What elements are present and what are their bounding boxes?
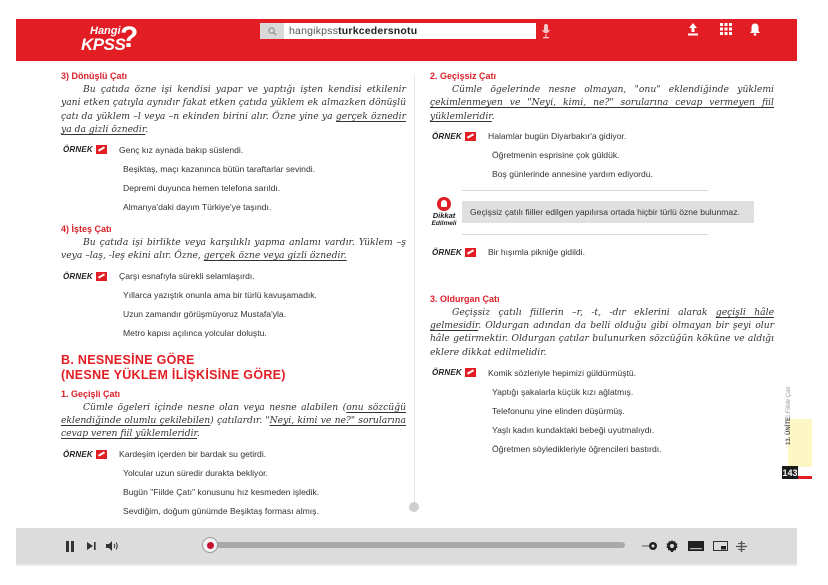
example-text: Çarşı esnafıyla sürekli selamlaşırdı. (119, 271, 255, 282)
example-text: Uzun zamandır görüşmüyoruz Mustafa'yla. (123, 309, 287, 320)
note-text: Geçişsiz çatılı fiiller edilgen yapılırsa ortada hiçbir türlü özne bulunmaz. (462, 201, 754, 223)
example-row (61, 483, 406, 502)
ornek-label: ÖRNEK (61, 145, 115, 154)
alarm-bell-icon (437, 197, 451, 211)
example-row (430, 165, 774, 184)
example-text: Boş günlerinde annesine yardım ediyordu. (492, 169, 653, 180)
example-text: Yıllarca yazıştık onunla ama bir türlü kavuşamadık. (123, 290, 317, 301)
example-text: Depremi duyunca hemen telefona sarıldı. (123, 182, 281, 193)
unit-label (783, 370, 795, 450)
chapter-heading-line1: B. NESNESİNE GÖRE (61, 352, 195, 367)
section-title: 2. Geçişsiz Çatı (430, 71, 497, 81)
example-row (430, 243, 774, 262)
chapter-heading-line2: (NESNE YÜKLEM İLİŞKİSİNE GÖRE) (61, 367, 286, 382)
section-gecisli-cati (61, 389, 406, 521)
example-list (61, 140, 406, 216)
section-paragraph: Cümle ögeleri içinde nesne olan veya nesne alabilen (onu sözcüğü eklendiğinde olumlu çekilebilen) çatılardır. "Neyi, kimi ve ne?" sorularına cevap veren fiil yüklemleridir. (61, 401, 407, 440)
example-row (61, 267, 406, 286)
example-row (61, 502, 406, 521)
hangi-kpss-logo[interactable] (62, 21, 142, 55)
pencil-icon (96, 272, 107, 281)
search-icon[interactable] (260, 23, 284, 39)
progress-track[interactable] (207, 542, 625, 548)
example-row (430, 382, 774, 401)
example-row (430, 146, 774, 165)
example-row (430, 401, 774, 420)
example-row (61, 159, 406, 178)
grid-icon[interactable] (719, 21, 733, 37)
example-list (430, 243, 774, 262)
logo-hangi: Hangi (90, 25, 121, 37)
example-text: Komik sözleriyle hepimizi güldürmüştü. (488, 367, 637, 378)
example-row (61, 464, 406, 483)
example-row (61, 324, 406, 343)
upload-icon[interactable] (686, 21, 700, 37)
section-title: 3) Dönüşlü Çatı (61, 71, 128, 81)
pencil-icon (465, 248, 476, 257)
page-number: 143 (782, 467, 798, 478)
volume-icon[interactable] (106, 540, 119, 552)
ornek-label: ÖRNEK (430, 132, 484, 141)
settings-icon[interactable] (666, 540, 678, 552)
example-text: Sevdiğim, doğum günümde Beşiktaş forması almış. (123, 506, 319, 517)
section-donuslu-cati (61, 71, 406, 216)
example-text: Almanya'daki dayım Türkiye'ye taşındı. (123, 201, 272, 212)
pencil-icon (465, 132, 476, 141)
ornek-label: ÖRNEK (430, 368, 484, 377)
dikkat-edilmeli-note (426, 190, 774, 235)
page-number-accent (798, 476, 812, 479)
pause-icon[interactable] (66, 540, 74, 552)
pencil-icon (96, 145, 107, 154)
example-text: Yolcular uzun süredir durakta bekliyor. (123, 468, 268, 479)
example-text: Bir hışımla pikniğe gidildi. (488, 247, 585, 258)
example-row (61, 305, 406, 324)
section-oldurgan-cati (430, 294, 774, 458)
section-istes-cati (61, 224, 406, 343)
ornek-label: ÖRNEK (430, 248, 484, 257)
search-bar[interactable] (260, 23, 536, 39)
dikkat-label (426, 197, 462, 228)
example-text: Öğretmenin esprisine çok güldük. (492, 150, 620, 161)
next-icon[interactable] (87, 540, 96, 552)
note-rule-bottom (462, 234, 708, 235)
example-list (61, 445, 406, 521)
section-paragraph: Geçişsiz çatılı fiillerin –r, -t, -dır eklerini alarak geçişli hâle gelmesidir. Oldurgan adından da belli olduğu gibi olmayan bir şeyi olur hâle getirmektir. Oldurgan çatılar bulunurken sözcüğün köküne ve aldığı eklere dikkat edilmelidir. (430, 306, 775, 358)
ornek-label: ÖRNEK (61, 450, 115, 459)
example-text: Bugün "Fiilde Çatı" konusunu hız kesmeden işledik. (123, 487, 320, 498)
example-text: Öğretmen söyledikleriyle öğrencileri bastırdı. (492, 443, 662, 454)
subtitles-icon[interactable] (688, 540, 704, 552)
media-player-bar (16, 528, 797, 564)
example-row (61, 140, 406, 159)
example-list (430, 127, 774, 184)
section-title: 4) İşteş Çatı (61, 224, 112, 235)
example-text: Beşiktaş, maçı kazanınca bütün taraftarlar sevindi. (123, 163, 316, 174)
right-column (430, 60, 774, 464)
microphone-icon[interactable] (541, 23, 551, 39)
search-query: turkcedersnotu (338, 25, 418, 37)
chapter-heading (61, 353, 406, 383)
example-row (61, 197, 406, 216)
example-row (61, 286, 406, 305)
search-input[interactable] (284, 25, 417, 37)
left-column (61, 60, 406, 527)
note-rule-top (462, 190, 708, 191)
example-text: Metro kapısı açılınca yolcular doluştu. (123, 328, 267, 339)
example-list (430, 363, 774, 458)
example-row (430, 420, 774, 439)
section-paragraph: Cümle ögelerinde nesne olmayan, "onu" eklendiğinde yüklemi çekimlenmeyen ve "Neyi, kimi, ne?" sorularına cevap vermeyen fiil yüklemleridir. (430, 84, 774, 122)
note-box (426, 197, 774, 228)
miniplayer-icon[interactable] (713, 540, 728, 552)
dikkat-label-line1: Dikkat (432, 210, 456, 220)
example-text: Halamlar bugün Diyarbakır'a gidiyor. (488, 131, 627, 142)
example-text: Yaşlı kadın kundaktaki bebeği uyutmalıydı. (492, 424, 655, 435)
example-row (430, 439, 774, 458)
example-text: Telefonunu yine elinden düşürmüş. (492, 405, 625, 416)
ebook-page (16, 61, 797, 517)
pencil-icon (96, 450, 107, 459)
autoplay-icon[interactable] (642, 540, 658, 552)
bell-icon[interactable] (748, 21, 762, 37)
unit-number: 13. ÜNİTE: (786, 414, 792, 445)
example-list (61, 267, 406, 343)
ornek-label: ÖRNEK (61, 272, 115, 281)
example-row (61, 178, 406, 197)
column-divider (414, 75, 415, 505)
example-row (430, 127, 774, 146)
player-shadow (16, 564, 797, 566)
search-prefix: hangikpss (289, 25, 339, 37)
fullscreen-icon[interactable] (736, 540, 747, 552)
example-text: Yaptığı şakalarla küçük kızı ağlatmış. (492, 386, 634, 397)
logo-kpss: KPSS (81, 35, 126, 54)
section-gecissiz-cati (430, 71, 774, 184)
section-paragraph: Bu çatıda özne işi kendisi yapar ve yaptığı işten kendisi etkilenir yani etken çatıyla aynıdır fakat etken çatıda yüklem ek almazken dönüşlü çatı da yüklem –l veya –n ekinden birini alır. Özne yine ya gerçek öznedir ya da gizli öznedir. (61, 84, 406, 135)
progress-knob[interactable] (202, 537, 218, 553)
section-title: 1. Geçişli Çatı (61, 388, 121, 399)
section-paragraph: Bu çatıda işi birlikte veya karşılıklı yapma anlamı vardır. Yüklem –ş veya –laş, -leş ekini alır. Özne, gerçek özne veya gizli öznedir. (61, 237, 406, 262)
logo-question-mark: ? (120, 21, 139, 54)
example-row (430, 363, 774, 382)
section-title: 3. Oldurgan Çatı (430, 293, 500, 304)
page-drag-handle[interactable] (409, 502, 419, 512)
example-text: Kardeşim içerden bir bardak su getirdi. (119, 449, 267, 460)
example-row (61, 445, 406, 464)
example-text: Genç kız aynada bakıp süslendi. (119, 144, 244, 155)
dikkat-label-line2: Edilmeli (431, 219, 457, 227)
unit-title: Fiilde Çatı (786, 386, 792, 415)
pencil-icon (465, 368, 476, 377)
